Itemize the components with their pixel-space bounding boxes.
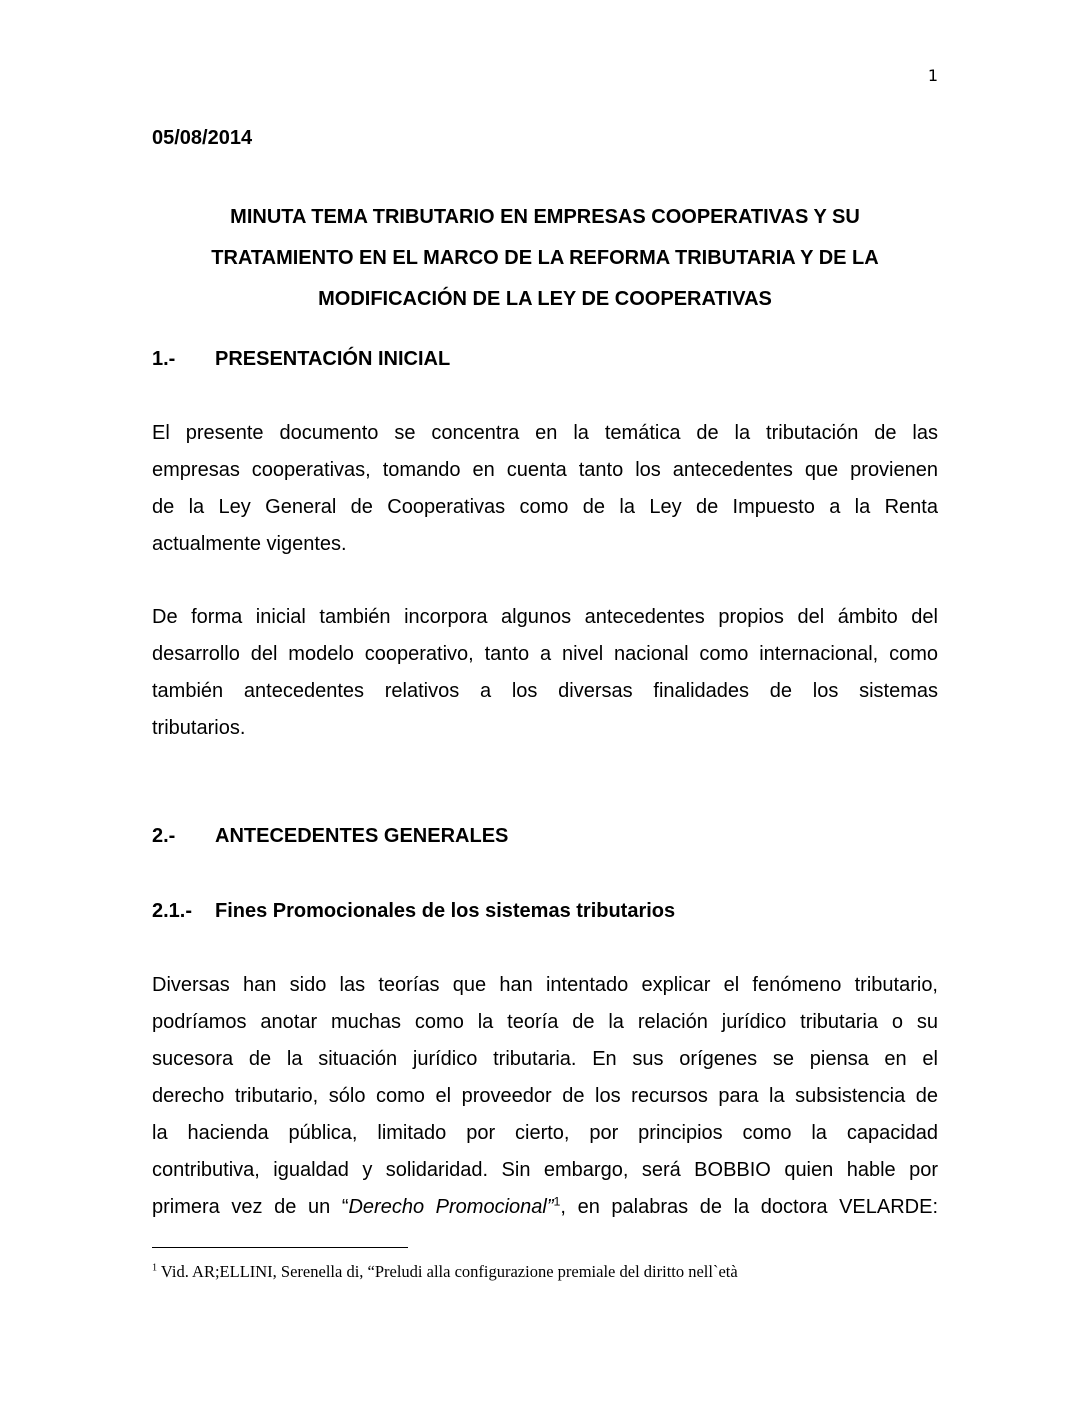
italic-term: Derecho Promocional” (348, 1196, 554, 1218)
text-line: tributarios. (152, 717, 246, 739)
section-number: 1.- (152, 348, 176, 370)
text-run: , en palabras de la doctora VELARDE: (560, 1196, 939, 1218)
text-line: empresas cooperativas, tomando en cuenta tanto los antecedentes que provienen (152, 459, 938, 481)
text-line: de la Ley General de Cooperativas como de la Ley de Impuesto a la Renta (152, 496, 938, 518)
footnote-marker: 1 (152, 1262, 158, 1274)
page-number: 1 (927, 66, 938, 85)
text-line: desarrollo del modelo cooperativo, tanto a nivel nacional como internacional, como (152, 643, 938, 665)
paragraph (152, 967, 938, 1226)
document-date: 05/08/2014 (152, 127, 253, 149)
section-heading-presentacion (152, 348, 450, 371)
section-number: 2.1.- (152, 900, 193, 922)
section-title: Fines Promocionales de los sistemas tributarios (215, 900, 676, 922)
footnote-separator (152, 1247, 408, 1248)
document-title (152, 197, 938, 320)
text-line: actualmente vigentes. (152, 533, 347, 555)
title-line: MODIFICACIÓN DE LA LEY DE COOPERATIVAS (318, 288, 772, 310)
section-number: 2.- (152, 825, 176, 847)
footnote-text: Vid. AR;ELLINI, Serenella di, “Preludi alla configurazione premiale del diritto nell`età (157, 1262, 738, 1281)
section-heading-antecedentes (152, 825, 508, 848)
title-line: TRATAMIENTO EN EL MARCO DE LA REFORMA TRIBUTARIA Y DE LA (211, 247, 879, 269)
section-title: PRESENTACIÓN INICIAL (215, 348, 451, 370)
text-line: Diversas han sido las teorías que han intentado explicar el fenómeno tributario, (152, 974, 938, 996)
title-line: MINUTA TEMA TRIBUTARIO EN EMPRESAS COOPERATIVAS Y SU (230, 206, 860, 228)
paragraph (152, 415, 938, 563)
text-line: El presente documento se concentra en la temática de la tributación de las (152, 422, 938, 444)
text-line: sucesora de la situación jurídico tributaria. En sus orígenes se piensa en el (152, 1048, 938, 1070)
footnote-reference[interactable]: 1 (553, 1194, 561, 1209)
subsection-heading-fines (152, 900, 675, 923)
text-line (152, 1189, 938, 1226)
footnote (152, 1262, 952, 1282)
text-run: primera vez de un “ (152, 1196, 349, 1218)
text-line: contributiva, igualdad y solidaridad. Sin embargo, será BOBBIO quien hable por (152, 1159, 938, 1181)
text-line: podríamos anotar muchas como la teoría de la relación jurídico tributaria o su (152, 1011, 938, 1033)
text-line: la hacienda pública, limitado por cierto, por principios como la capacidad (152, 1122, 938, 1144)
text-line: De forma inicial también incorpora algunos antecedentes propios del ámbito del (152, 606, 938, 628)
paragraph (152, 599, 938, 747)
section-title: ANTECEDENTES GENERALES (215, 825, 509, 847)
text-line: derecho tributario, sólo como el proveedor de los recursos para la subsistencia de (152, 1085, 938, 1107)
text-line: también antecedentes relativos a los diversas finalidades de los sistemas (152, 680, 938, 702)
